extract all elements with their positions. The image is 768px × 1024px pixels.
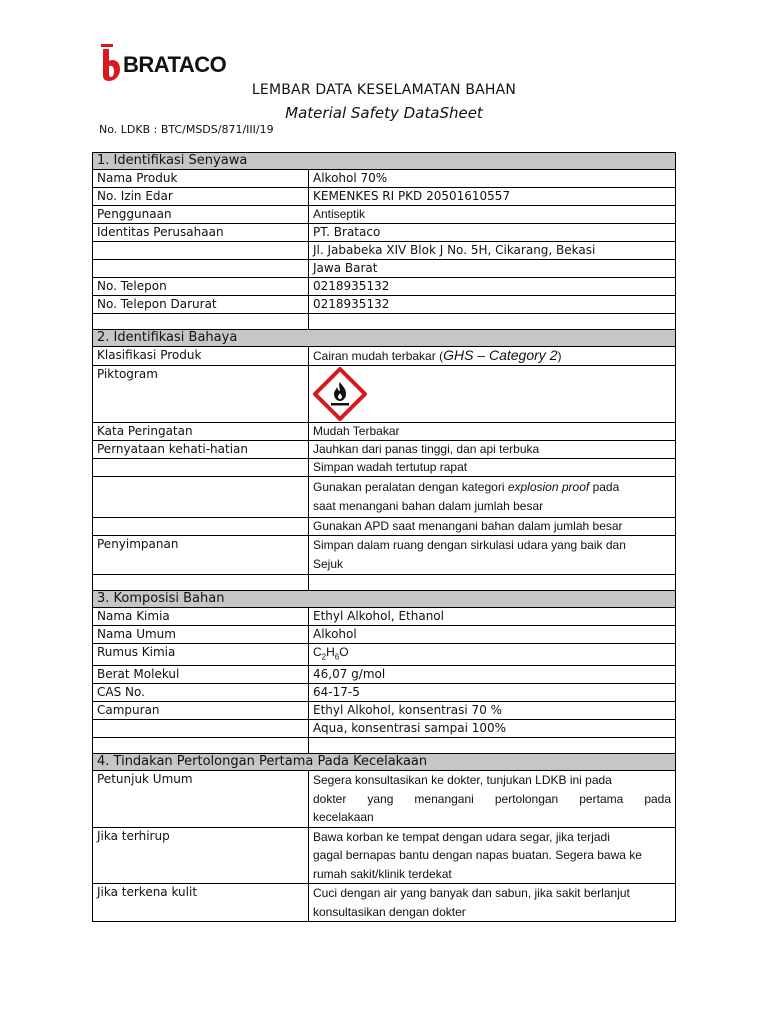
table-row — [93, 206, 676, 224]
row-label: Penggunaan — [93, 206, 309, 224]
row-label: Nama Umum — [93, 626, 309, 644]
row-label: Berat Molekul — [93, 666, 309, 684]
statement-text: Gunakan peralatan dengan kategori — [313, 480, 505, 494]
row-label-empty — [93, 518, 309, 536]
row-value: 0218935132 — [309, 278, 676, 296]
section-title: 2. Identifikasi Bahaya — [93, 330, 676, 347]
table-row — [93, 827, 676, 884]
storage-line: Simpan dalam ruang dengan sirkulasi udara yang baik dan — [313, 538, 626, 552]
row-label: Identitas Perusahaan — [93, 224, 309, 242]
row-label: Pernyataan kehati-hatian — [93, 441, 309, 459]
table-row — [93, 347, 676, 366]
row-label: Petunjuk Umum — [93, 771, 309, 828]
row-label: Jika terkena kulit — [93, 884, 309, 922]
instruction-line: Segera konsultasikan ke dokter, tunjukan LDKB ini pada — [313, 773, 612, 788]
brand-logo — [100, 44, 226, 82]
row-value: Alkohol 70% — [309, 170, 676, 188]
row-label: Nama Kimia — [93, 608, 309, 626]
table-row — [93, 518, 676, 536]
section-title: 4. Tindakan Pertolongan Pertama Pada Kecelakaan — [93, 754, 676, 771]
row-label-empty — [93, 459, 309, 477]
row-label: Jika terhirup — [93, 827, 309, 884]
row-value — [309, 884, 676, 922]
formula-part: H — [326, 645, 335, 659]
row-value: 46,07 g/mol — [309, 666, 676, 684]
row-label: Penyimpanan — [93, 536, 309, 575]
document-number: No. LDKB : BTC/MSDS/871/III/19 — [99, 123, 274, 136]
row-label-empty — [93, 477, 309, 518]
row-label-empty — [93, 242, 309, 260]
formula-subscript: 2 — [321, 652, 327, 662]
blank-row — [93, 314, 676, 330]
row-label: Klasifikasi Produk — [93, 347, 309, 366]
instruction-line: konsultasikan dengan dokter — [313, 904, 466, 919]
msds-table — [92, 152, 676, 922]
row-value: KEMENKES RI PKD 20501610557 — [309, 188, 676, 206]
table-row — [93, 296, 676, 314]
row-value: Jl. Jababeka XIV Blok J No. 5H, Cikarang, Bekasi — [309, 242, 676, 260]
table-row — [93, 626, 676, 644]
flame-pictogram-icon — [313, 367, 367, 421]
instruction-line: kecelakaan — [313, 810, 374, 825]
row-value: Antiseptik — [309, 206, 676, 224]
table-row — [93, 608, 676, 626]
row-label: CAS No. — [93, 684, 309, 702]
row-label-empty — [93, 720, 309, 738]
row-label-empty — [93, 260, 309, 278]
blank-row — [93, 575, 676, 591]
table-row — [93, 644, 676, 666]
classification-close: ) — [557, 349, 562, 363]
row-value: Gunakan APD saat menangani bahan dalam jumlah besar — [309, 518, 676, 536]
row-value: 64-17-5 — [309, 684, 676, 702]
row-value: PT. Brataco — [309, 224, 676, 242]
formula-part: O — [339, 645, 349, 659]
row-value — [309, 771, 676, 828]
row-value: Ethyl Alkohol, konsentrasi 70 % — [309, 702, 676, 720]
statement-emphasis: explosion proof — [507, 480, 590, 494]
table-row — [93, 188, 676, 206]
document-title: LEMBAR DATA KESELAMATAN BAHAN — [251, 82, 517, 98]
storage-line: Sejuk — [313, 557, 344, 571]
row-label: No. Telepon — [93, 278, 309, 296]
instruction-line: gagal bernapas bantu dengan napas buatan. Segera bawa ke — [313, 848, 642, 863]
row-value — [309, 827, 676, 884]
table-row — [93, 684, 676, 702]
statement-text: pada — [592, 480, 620, 494]
row-label: Piktogram — [93, 366, 309, 423]
table-row — [93, 366, 676, 423]
formula-part: C — [313, 645, 322, 659]
row-value: Mudah Terbakar — [309, 423, 676, 441]
row-value — [309, 477, 676, 518]
section-title: 1. Identifikasi Senyawa — [93, 153, 676, 170]
section-header — [93, 754, 676, 771]
brataco-b-logo-icon — [100, 44, 122, 82]
table-row — [93, 702, 676, 720]
row-value — [309, 347, 676, 366]
table-row — [93, 477, 676, 518]
instruction-line: dokter yang menangani pertolongan pertama pada — [313, 791, 672, 806]
row-value: 0218935132 — [309, 296, 676, 314]
table-row — [93, 720, 676, 738]
row-label: Kata Peringatan — [93, 423, 309, 441]
row-value — [309, 536, 676, 575]
instruction-line: Cuci dengan air yang banyak dan sabun, jika sakit berlanjut — [313, 886, 630, 901]
ghs-category: GHS – Category 2 — [443, 347, 558, 363]
row-value: Simpan wadah tertutup rapat — [309, 459, 676, 477]
row-value: Aqua, konsentrasi sampai 100% — [309, 720, 676, 738]
table-row — [93, 170, 676, 188]
row-label: Campuran — [93, 702, 309, 720]
statement-text: saat menangani bahan dalam jumlah besar — [313, 499, 544, 513]
row-label: Nama Produk — [93, 170, 309, 188]
document-subtitle: Material Safety DataSheet — [285, 104, 483, 122]
classification-text: Cairan mudah terbakar ( — [313, 349, 444, 363]
row-value — [309, 366, 676, 423]
brand-name: BRATACO — [123, 52, 227, 77]
section-title: 3. Komposisi Bahan — [93, 591, 676, 608]
section-header — [93, 330, 676, 347]
table-row — [93, 242, 676, 260]
table-row — [93, 278, 676, 296]
row-label: Rumus Kimia — [93, 644, 309, 666]
instruction-line: rumah sakit/klinik terdekat — [313, 866, 452, 881]
table-row — [93, 260, 676, 278]
row-value: Jawa Barat — [309, 260, 676, 278]
row-value: Jauhkan dari panas tinggi, dan api terbuka — [309, 441, 676, 459]
table-row — [93, 423, 676, 441]
formula-subscript: 6 — [334, 652, 340, 662]
row-label: No. Telepon Darurat — [93, 296, 309, 314]
table-row — [93, 666, 676, 684]
table-row — [93, 771, 676, 828]
instruction-line: Bawa korban ke tempat dengan udara segar, jika terjadi — [313, 829, 610, 844]
row-value: Ethyl Alkohol, Ethanol — [309, 608, 676, 626]
blank-row — [93, 738, 676, 754]
table-row — [93, 459, 676, 477]
table-row — [93, 536, 676, 575]
table-row — [93, 884, 676, 922]
table-row — [93, 441, 676, 459]
row-value: Alkohol — [309, 626, 676, 644]
section-header — [93, 591, 676, 608]
section-header — [93, 153, 676, 170]
row-label: No. Izin Edar — [93, 188, 309, 206]
chemical-formula — [309, 644, 676, 666]
table-row — [93, 224, 676, 242]
